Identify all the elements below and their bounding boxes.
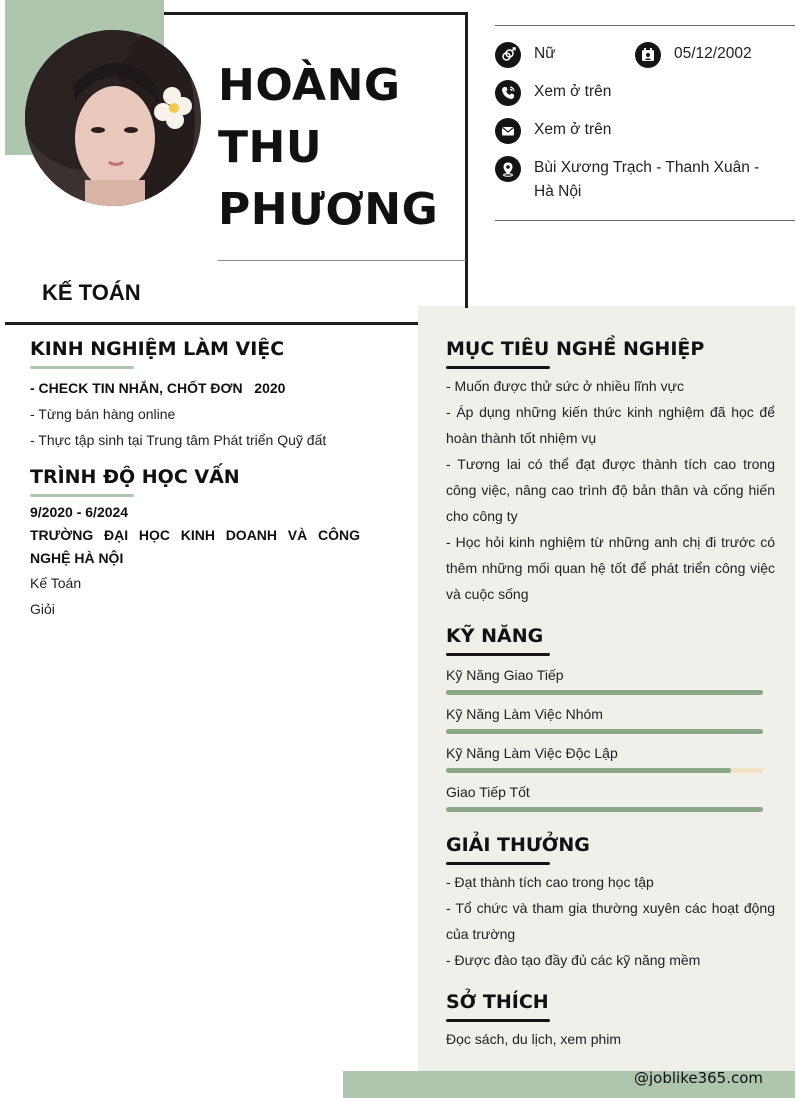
skill-bar-fill <box>446 807 763 812</box>
watermark: @joblike365.com <box>634 1069 764 1087</box>
education-underline <box>30 494 134 497</box>
experience-item: - Thực tập sinh tại Trung tâm Phát triển Quỹ đất <box>30 432 327 448</box>
skill-bar-track <box>446 768 763 773</box>
skill-name: Kỹ Năng Làm Việc Độc Lập <box>446 745 618 761</box>
education-section <box>30 466 360 622</box>
education-school: TRƯỜNG ĐẠI HỌC KINH DOANH VÀ CÔNG NGHỆ HÀ NỘI <box>30 527 360 566</box>
contact-address <box>495 156 775 204</box>
hobbies-section <box>446 991 775 1052</box>
objective-section <box>446 338 775 607</box>
envelope-icon <box>495 118 521 144</box>
name-divider <box>218 260 466 261</box>
avatar-photo <box>25 30 201 206</box>
objective-underline <box>446 366 550 369</box>
award-item: - Đạt thành tích cao trong học tập <box>446 874 654 890</box>
contact-divider-bottom <box>495 220 795 221</box>
contact-divider-top <box>495 25 795 26</box>
awards-title: GIẢI THƯỞNG <box>446 834 590 856</box>
objective-item: - Học hỏi kinh nghiệm từ những anh chị đi trước có thêm những mối quan hệ tốt để phát triển công việc và cuộc sống <box>446 534 775 602</box>
skill-bar-fill <box>446 729 763 734</box>
skill-item <box>446 740 763 773</box>
hobbies-underline <box>446 1019 550 1022</box>
email-value: Xem ở trên <box>534 121 612 138</box>
education-period: 9/2020 - 6/2024 <box>30 504 129 520</box>
candidate-name <box>218 55 463 241</box>
skill-name: Kỹ Năng Làm Việc Nhóm <box>446 706 603 722</box>
experience-role: - CHECK TIN NHẮN, CHỐT ĐƠN <box>30 380 243 396</box>
skills-title: KỸ NĂNG <box>446 625 544 647</box>
gender-icon <box>495 42 521 68</box>
gender-value: Nữ <box>534 45 556 62</box>
education-major: Kế Toán <box>30 575 82 591</box>
skill-bar-track <box>446 729 763 734</box>
contact-birthday <box>635 42 752 68</box>
skill-bar-fill <box>446 768 731 773</box>
award-item: - Được đào tạo đầy đủ các kỹ năng mềm <box>446 952 701 968</box>
contact-email <box>495 118 611 144</box>
skills-list <box>446 662 763 812</box>
header-frame-right <box>465 12 468 308</box>
job-title: KẾ TOÁN <box>42 280 141 305</box>
header-frame-top <box>164 12 468 15</box>
skill-item <box>446 701 763 734</box>
avatar <box>25 30 201 206</box>
location-pin-icon <box>495 156 521 182</box>
objective-title: MỤC TIÊU NGHỀ NGHIỆP <box>446 338 705 360</box>
calendar-user-icon <box>635 42 661 68</box>
education-title: TRÌNH ĐỘ HỌC VẤN <box>30 466 240 488</box>
awards-underline <box>446 862 550 865</box>
experience-heading-row <box>30 375 370 401</box>
phone-value: Xem ở trên <box>534 83 612 100</box>
contact-gender <box>495 42 556 68</box>
hobbies-text: Đọc sách, du lịch, xem phim <box>446 1031 622 1047</box>
objective-item: - Tương lai có thể đạt được thành tích cao trong công việc, nâng cao trình độ bản thân và cống hiến cho công ty <box>446 456 775 524</box>
experience-underline <box>30 366 134 369</box>
skill-bar-track <box>446 807 763 812</box>
birthday-value: 05/12/2002 <box>674 45 752 62</box>
skill-item <box>446 662 763 695</box>
award-item: - Tổ chức và tham gia thường xuyên các hoạt động của trường <box>446 900 775 942</box>
experience-section <box>30 338 370 453</box>
objective-item: - Muốn được thử sức ở nhiều lĩnh vực <box>446 378 684 394</box>
name-line-3: PHƯƠNG <box>218 184 439 235</box>
experience-item: - Từng bán hàng online <box>30 406 176 422</box>
skill-name: Kỹ Năng Giao Tiếp <box>446 667 564 683</box>
contact-phone <box>495 80 611 106</box>
phone-icon <box>495 80 521 106</box>
name-line-1: HOÀNG <box>218 60 401 111</box>
education-grade: Giỏi <box>30 601 55 617</box>
skill-item <box>446 779 763 812</box>
name-line-2: THU <box>218 122 323 173</box>
skills-underline <box>446 653 550 656</box>
awards-section <box>446 834 775 973</box>
skill-name: Giao Tiếp Tốt <box>446 784 530 800</box>
skill-bar-fill <box>446 690 763 695</box>
experience-title: KINH NGHIỆM LÀM VIỆC <box>30 338 285 360</box>
skills-section <box>446 625 763 812</box>
address-value: Bùi Xương Trạch - Thanh Xuân - Hà Nội <box>534 159 760 200</box>
objective-item: - Áp dụng những kiến thức kinh nghiệm đã học để hoàn thành tốt nhiệm vụ <box>446 404 775 446</box>
skill-bar-track <box>446 690 763 695</box>
header-frame-bottom <box>5 322 418 325</box>
hobbies-title: SỞ THÍCH <box>446 991 549 1013</box>
experience-year: 2020 <box>254 380 286 396</box>
